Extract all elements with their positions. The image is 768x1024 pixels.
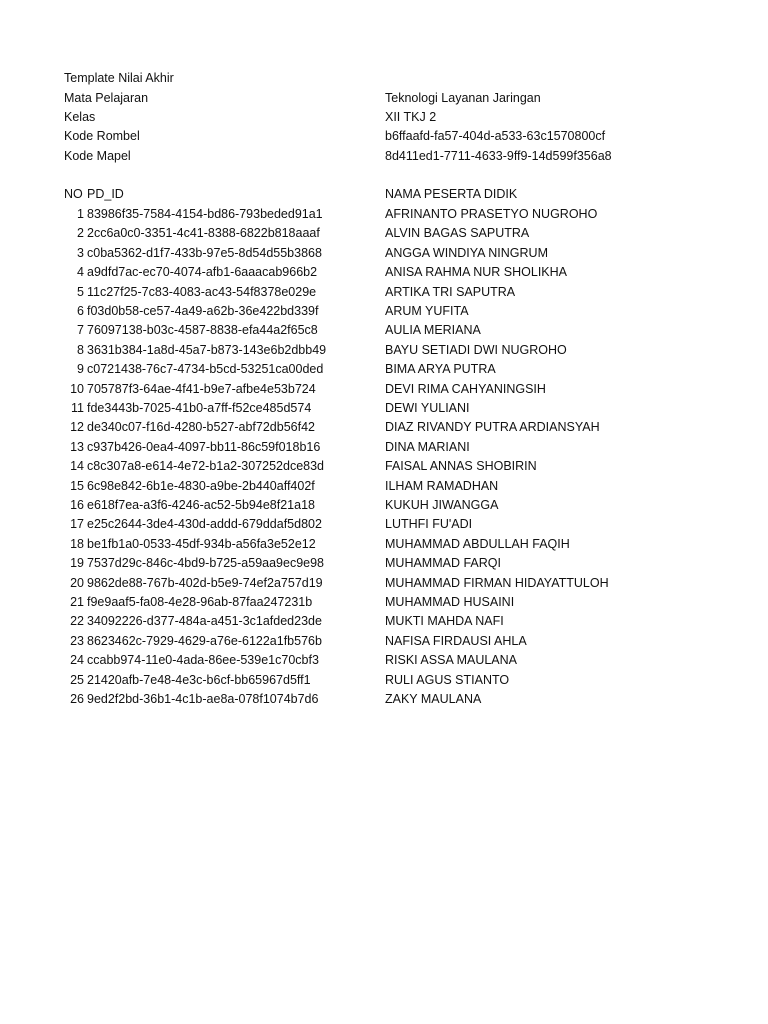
row-number: 23 [70, 633, 84, 648]
table-row [0, 690, 768, 709]
column-header-nama: NAMA PESERTA DIDIK [385, 187, 518, 201]
row-student-name: MUHAMMAD FIRMAN HIDAYATTULOH [385, 575, 609, 590]
row-number: 14 [70, 459, 84, 474]
row-number: 10 [70, 381, 84, 396]
table-row [0, 360, 768, 379]
row-pd-id: a9dfd7ac-ec70-4074-afb1-6aaacab966b2 [87, 265, 318, 280]
row-student-name: BIMA ARYA PUTRA [385, 362, 496, 377]
table-row [0, 593, 768, 612]
row-student-name: LUTHFI FU'ADI [385, 517, 473, 532]
row-number: 22 [70, 614, 84, 629]
row-student-name: AFRINANTO PRASETYO NUGROHO [385, 207, 598, 221]
table-row [0, 632, 768, 651]
row-student-name: ARTIKA TRI SAPUTRA [385, 284, 516, 299]
row-student-name: NAFISA FIRDAUSI AHLA [385, 633, 527, 648]
row-pd-id: 21420afb-7e48-4e3c-b6cf-bb65967d5ff1 [87, 672, 311, 687]
row-number: 7 [77, 323, 84, 338]
row-pd-id: ccabb974-11e0-4ada-86ee-539e1c70cbf3 [87, 653, 319, 668]
row-pd-id: 34092226-d377-484a-a451-3c1afded23de [87, 614, 322, 629]
field-value: Teknologi Layanan Jaringan [385, 91, 541, 105]
row-student-name: BAYU SETIADI DWI NUGROHO [385, 342, 567, 357]
row-number: 19 [70, 556, 84, 571]
table-row [0, 283, 768, 302]
table-row [0, 671, 768, 690]
row-pd-id: f03d0b58-ce57-4a49-a62b-36e422bd339f [87, 304, 319, 318]
row-number: 11 [71, 401, 84, 415]
row-student-name: ARUM YUFITA [385, 304, 469, 318]
field-row-kelas [0, 108, 768, 127]
row-student-name: RULI AGUS STIANTO [385, 672, 510, 687]
field-label: Kelas [64, 110, 96, 124]
table-row [0, 418, 768, 437]
table-row [0, 341, 768, 360]
field-row-mata-pelajaran [0, 89, 768, 108]
row-number: 13 [70, 439, 84, 454]
field-value: 8d411ed1-7711-4633-9ff9-14d599f356a8 [385, 149, 612, 163]
row-student-name: FAISAL ANNAS SHOBIRIN [385, 459, 537, 474]
table-row [0, 244, 768, 263]
table-row [0, 515, 768, 534]
table-row [0, 457, 768, 476]
row-pd-id: 9ed2f2bd-36b1-4c1b-ae8a-078f1074b7d6 [87, 692, 319, 706]
row-pd-id: c937b426-0ea4-4097-bb11-86c59f018b16 [87, 439, 321, 454]
row-student-name: ANISA RAHMA NUR SHOLIKHA [385, 265, 567, 280]
row-number: 3 [77, 245, 84, 260]
table-row [0, 224, 768, 243]
row-pd-id: 9862de88-767b-402d-b5e9-74ef2a757d19 [87, 575, 323, 590]
table-row [0, 651, 768, 670]
table-row [0, 321, 768, 340]
row-student-name: ALVIN BAGAS SAPUTRA [385, 226, 530, 241]
row-pd-id: 76097138-b03c-4587-8838-efa44a2f65c8 [87, 323, 318, 338]
row-pd-id: e618f7ea-a3f6-4246-ac52-5b94e8f21a18 [87, 498, 315, 512]
row-student-name: MUHAMMAD ABDULLAH FAQIH [385, 536, 570, 551]
row-number: 25 [70, 672, 84, 687]
row-number: 9 [77, 362, 84, 377]
field-label: Kode Rombel [64, 129, 140, 143]
field-row-kode-mapel [0, 147, 768, 166]
row-pd-id: 2cc6a0c0-3351-4c41-8388-6822b818aaaf [87, 226, 320, 241]
row-student-name: MUHAMMAD FARQI [385, 556, 501, 571]
table-row [0, 612, 768, 631]
row-student-name: AULIA MERIANA [385, 323, 481, 338]
row-student-name: MUKTI MAHDA NAFI [385, 614, 504, 629]
row-student-name: ILHAM RAMADHAN [385, 478, 499, 493]
table-header-row [0, 185, 768, 204]
row-pd-id: 7537d29c-846c-4bd9-b725-a59aa9ec9e98 [87, 556, 325, 571]
field-label: Kode Mapel [64, 149, 131, 163]
row-number: 21 [70, 595, 84, 609]
row-pd-id: c8c307a8-e614-4e72-b1a2-307252dce83d [87, 459, 325, 474]
row-number: 17 [70, 517, 84, 532]
row-student-name: MUHAMMAD HUSAINI [385, 595, 515, 609]
document-title: Template Nilai Akhir [64, 71, 174, 85]
row-student-name: ANGGA WINDIYA NINGRUM [385, 245, 548, 260]
row-number: 4 [77, 265, 84, 280]
table-row [0, 399, 768, 418]
table-row [0, 205, 768, 224]
table-row [0, 477, 768, 496]
table-row [0, 438, 768, 457]
row-number: 15 [70, 478, 84, 493]
column-header-no: NO [64, 187, 83, 201]
table-row [0, 496, 768, 515]
row-student-name: RISKI ASSA MAULANA [385, 653, 517, 668]
row-number: 12 [70, 420, 84, 435]
row-pd-id: c0ba5362-d1f7-433b-97e5-8d54d55b3868 [87, 245, 322, 260]
table-row [0, 263, 768, 282]
row-number: 1 [77, 207, 84, 221]
row-number: 16 [70, 498, 84, 512]
row-number: 8 [77, 342, 84, 357]
row-student-name: DINA MARIANI [385, 439, 470, 454]
table-row [0, 535, 768, 554]
row-number: 5 [77, 284, 84, 299]
row-pd-id: 8623462c-7929-4629-a76e-6122a1fb576b [87, 633, 322, 648]
row-student-name: ZAKY MAULANA [385, 692, 482, 706]
row-number: 26 [70, 692, 84, 706]
table-row [0, 574, 768, 593]
row-pd-id: c0721438-76c7-4734-b5cd-53251ca00ded [87, 362, 324, 377]
table-row [0, 554, 768, 573]
field-value: XII TKJ 2 [385, 110, 437, 124]
row-number: 20 [70, 575, 84, 590]
row-student-name: KUKUH JIWANGGA [385, 498, 499, 512]
row-number: 18 [70, 536, 84, 551]
row-pd-id: 83986f35-7584-4154-bd86-793beded91a1 [87, 207, 323, 221]
field-row-kode-rombel [0, 127, 768, 146]
table-row [0, 380, 768, 399]
row-pd-id: f9e9aaf5-fa08-4e28-96ab-87faa247231b [87, 595, 313, 609]
row-number: 6 [77, 304, 84, 318]
row-pd-id: 11c27f25-7c83-4083-ac43-54f8378e029e [87, 284, 317, 299]
title-line [0, 69, 768, 88]
column-header-pd-id: PD_ID [87, 187, 124, 201]
row-pd-id: de340c07-f16d-4280-b527-abf72db56f42 [87, 420, 315, 435]
row-pd-id: 6c98e842-6b1e-4830-a9be-2b440aff402f [87, 478, 315, 493]
row-student-name: DIAZ RIVANDY PUTRA ARDIANSYAH [385, 420, 600, 435]
row-pd-id: fde3443b-7025-41b0-a7ff-f52ce485d574 [87, 401, 312, 415]
row-student-name: DEWI YULIANI [385, 401, 470, 415]
field-label: Mata Pelajaran [64, 91, 149, 105]
table-row [0, 302, 768, 321]
field-value: b6ffaafd-fa57-404d-a533-63c1570800cf [385, 129, 606, 143]
row-pd-id: be1fb1a0-0533-45df-934b-a56fa3e52e12 [87, 536, 316, 551]
row-pd-id: 705787f3-64ae-4f41-b9e7-afbe4e53b724 [87, 381, 316, 396]
row-number: 2 [77, 226, 84, 241]
row-number: 24 [70, 653, 84, 668]
row-pd-id: e25c2644-3de4-430d-addd-679ddaf5d802 [87, 517, 322, 532]
row-pd-id: 3631b384-1a8d-45a7-b873-143e6b2dbb49 [87, 342, 327, 357]
row-student-name: DEVI RIMA CAHYANINGSIH [385, 381, 546, 396]
